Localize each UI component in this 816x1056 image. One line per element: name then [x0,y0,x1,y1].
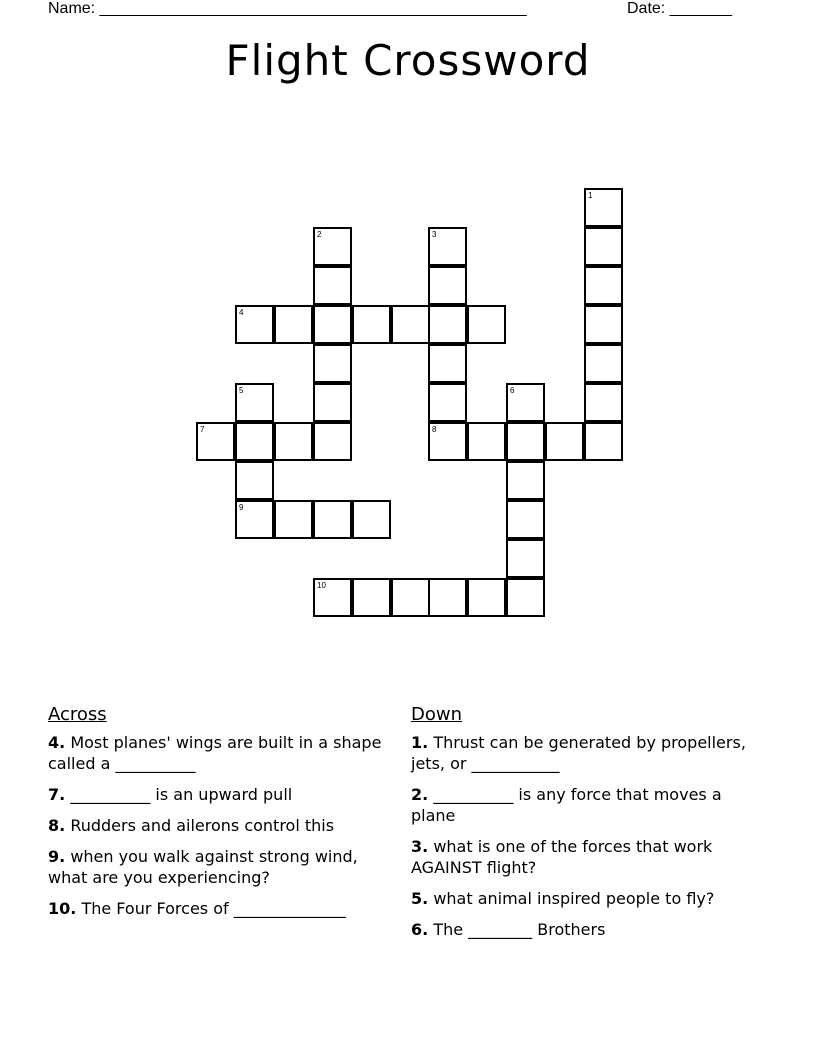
cell-number: 8 [432,425,437,434]
across-clues [48,704,388,929]
down-clue-2 [411,784,751,826]
grid-cell[interactable] [584,344,623,383]
cell-number: 10 [317,581,326,590]
clue-text: when you walk against strong wind, what are you experiencing? [48,847,358,887]
cell-number: 3 [432,230,437,239]
clue-number: 6. [411,920,429,939]
clue-number: 9. [48,847,66,866]
clue-text: The Four Forces of ______________ [81,899,346,918]
down-clue-3 [411,836,751,878]
grid-cell[interactable] [467,422,506,461]
grid-cell[interactable] [545,422,584,461]
cell-number: 1 [588,191,593,200]
grid-cell[interactable] [428,227,467,266]
clue-text: __________ is any force that moves a plane [411,785,722,825]
grid-cell[interactable] [506,578,545,617]
clue-text: Most planes' wings are built in a shape called a __________ [48,733,382,773]
grid-cell[interactable] [274,422,313,461]
grid-cell[interactable] [313,422,352,461]
grid-cell[interactable] [235,383,274,422]
grid-cell[interactable] [352,305,391,344]
across-clue-7 [48,784,388,805]
down-clue-6 [411,919,751,940]
clue-number: 3. [411,837,429,856]
grid-cell[interactable] [274,305,313,344]
grid-cell[interactable] [313,227,352,266]
grid-cell[interactable] [313,383,352,422]
down-clue-5 [411,888,751,909]
clue-number: 5. [411,889,429,908]
across-heading: Across [48,704,107,725]
clue-text: Rudders and ailerons control this [70,816,335,835]
cell-number: 7 [200,425,205,434]
grid-cell[interactable] [467,578,506,617]
cell-number: 5 [239,386,244,395]
grid-cell[interactable] [313,578,352,617]
grid-cell[interactable] [235,305,274,344]
cell-number: 2 [317,230,322,239]
across-clue-8 [48,815,388,836]
grid-cell[interactable] [428,266,467,305]
cell-number: 6 [510,386,515,395]
grid-cell[interactable] [313,344,352,383]
down-clue-1 [411,732,751,774]
grid-cell[interactable] [235,461,274,500]
clue-number: 8. [48,816,66,835]
grid-cell[interactable] [428,422,467,461]
grid-cell[interactable] [391,305,430,344]
grid-cell[interactable] [506,539,545,578]
cell-number: 9 [239,503,244,512]
clue-text: Thrust can be generated by propellers, jets, or ___________ [411,733,746,773]
grid-cell[interactable] [467,305,506,344]
clue-text: what animal inspired people to fly? [433,889,715,908]
down-heading: Down [411,704,463,725]
clue-number: 4. [48,733,66,752]
grid-cell[interactable] [584,305,623,344]
grid-cell[interactable] [506,383,545,422]
clue-number: 1. [411,733,429,752]
grid-cell[interactable] [196,422,235,461]
grid-cell[interactable] [428,344,467,383]
grid-cell[interactable] [235,500,274,539]
grid-cell[interactable] [506,500,545,539]
grid-cell[interactable] [584,266,623,305]
clue-number: 2. [411,785,429,804]
grid-cell[interactable] [506,461,545,500]
grid-cell[interactable] [391,578,430,617]
grid-cell[interactable] [584,227,623,266]
clue-text: The ________ Brothers [433,920,606,939]
across-clue-4 [48,732,388,774]
grid-cell[interactable] [313,266,352,305]
grid-cell[interactable] [428,305,467,344]
grid-cell[interactable] [352,578,391,617]
grid-cell[interactable] [584,188,623,227]
page-title: Flight Crossword [225,36,591,85]
cell-number: 4 [239,308,244,317]
clue-text: what is one of the forces that work AGAINST flight? [411,837,713,877]
grid-cell[interactable] [274,500,313,539]
grid-cell[interactable] [428,383,467,422]
across-clue-10 [48,898,388,919]
grid-cell[interactable] [313,305,352,344]
down-clues [411,704,751,950]
date-field-label: Date: _______ [627,0,732,17]
grid-cell[interactable] [428,578,467,617]
grid-cell[interactable] [506,422,545,461]
clue-number: 10. [48,899,77,918]
grid-cell[interactable] [313,500,352,539]
clue-text: __________ is an upward pull [70,785,293,804]
grid-cell[interactable] [235,422,274,461]
across-clue-9 [48,846,388,888]
grid-cell[interactable] [352,500,391,539]
name-field-label: Name: ________________________________________________ [48,0,527,17]
grid-cell[interactable] [584,422,623,461]
clue-number: 7. [48,785,66,804]
grid-cell[interactable] [584,383,623,422]
